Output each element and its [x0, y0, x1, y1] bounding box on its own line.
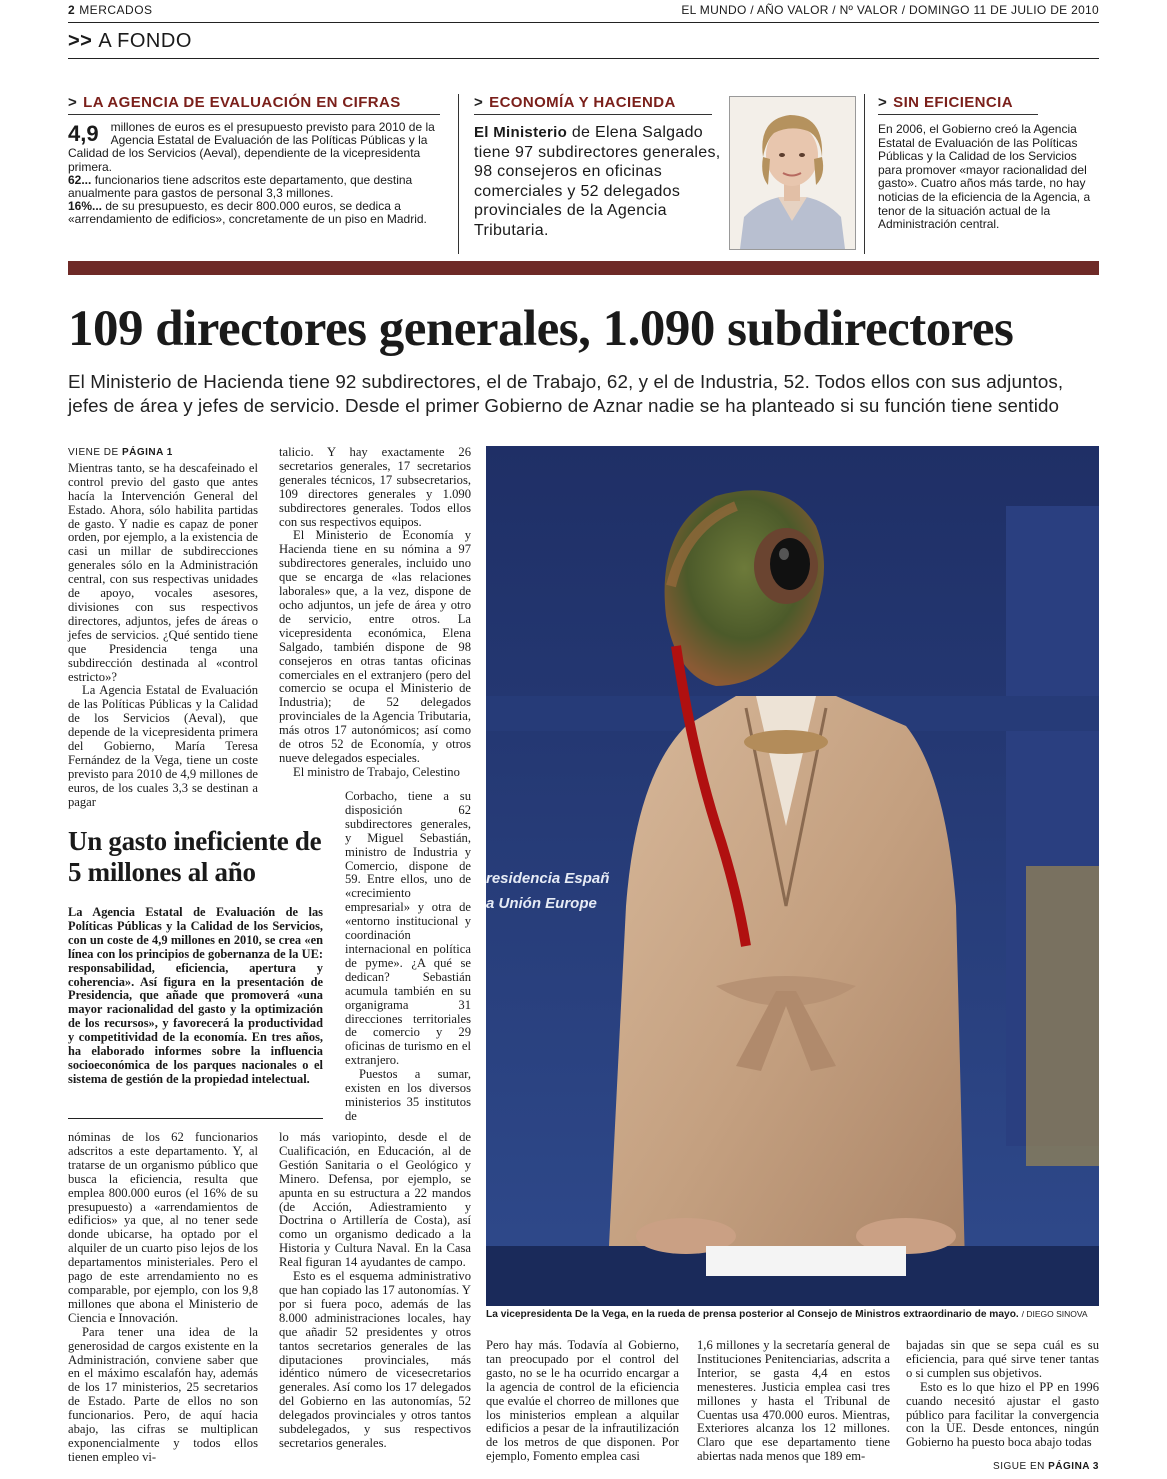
paragraph: Pero hay más. Todavía al Gobierno, tan preocupado por el control del gasto, no se le ha ocurrido encargar a la agencia de control de la eficiencia que evalúe el chorreo de millones que los ministerios emplean a alquilar edificios a pesar de la infrautilización de los metros de que disponen. Por ejemplo, Fomento emplea casi — [486, 1338, 679, 1464]
continued-on: SIGUE EN PÁGINA 3 — [993, 1461, 1099, 1472]
paragraph: Mientras tanto, se ha descafeinado el control previo del gasto que antes hacía la Intervención General del Estado. Ahora, sólo habilita partidas de gasto. Y nadie es capaz de poner orden, por ejemplo, a la existencia de casi un millar de subdirecciones generales sólo en la Administración central, con sus respectivas unidades de apoyo, vocales asesores, divisiones con sus respectivos directores, adjuntos, jefes de áreas o jefes de servicios. ¿Qué sentido tiene que Presidencia tenga una subdirección destinada al «control estricto»? — [68, 460, 258, 684]
eficiencia-text: En 2006, el Gobierno creó la Agencia Estatal de Evaluación de las Políticas Públicas y la Calidad de los Servicios para promover «mayor racionalidad del gasto». Cuatro años más tarde, no hay noticias de la eficiencia de la Agencia, a tenor de la situación actual de la Administración central. — [878, 122, 1091, 232]
box-divider — [864, 94, 865, 254]
page-header — [68, 2, 1099, 20]
salgado-portrait — [729, 96, 856, 250]
paragraph: talicio. Y hay exactamente 26 secretarios generales, 17 secretarios generales técnicos, 17 subsecretarios, 109 directores generales y 1.090 subdirectores generales. Todos ellos con sus respectivos equipos. — [279, 445, 471, 529]
section-arrows: >> — [68, 30, 93, 52]
header-rule — [68, 22, 1099, 23]
accent-bar — [68, 261, 1099, 275]
paragraph: lo más variopinto, desde el de Cualificación, en Educación, al de Gestión Sanitaria o el Geológico y Minero. Defensa, por ejemplo, se apunta en su estructura a 22 mandos (de Acción, Adiestramiento y Doctrina o Artillería de Costa), así como un organismo dedicado a la Historia y Cultura Naval. En la Casa Real figuran 14 ayudantes de campo. — [279, 1130, 471, 1270]
box-economia — [474, 94, 734, 240]
column-5 — [906, 1339, 1099, 1450]
paragraph: La Agencia Estatal de Evaluación de las Políticas Públicas y la Calidad de los Servicios (Aeval), que depende de la vicepresidenta primera del Gobierno, María Teresa Fernández de la Vega, tiene un coste previsto para 2010 de 4,9 millones de euros, de los cuales 3,3 se destinan a pagar — [68, 683, 258, 809]
box-subtitle: Un gasto ineficiente de 5 millones al año — [68, 826, 322, 887]
box-economia-title: > ECONOMÍA Y HACIENDA — [474, 94, 712, 115]
section-rule — [68, 58, 1099, 59]
paragraph: nóminas de los 62 funcionarios adscritos a este departamento. Y, al tratarse de un organismo público que busca la eficiencia, resulta que emplea 800.000 euros (el 16% de su presupuesto) a «arrendamientos de edificios» ya que, al no tener sede donde ubicarse, ha optado por el alquiler de un cuarto piso lejos de los departamentos ministeriales. Pero el pago de este arrendamiento no es comparable, por ejemplo, con los 9,8 millones que abona el Ministerio de Ciencia e Innovación. — [68, 1130, 258, 1325]
section-title: A FONDO — [98, 30, 192, 52]
page-number: 2 — [68, 3, 76, 17]
paragraph: Para tener una idea de la generosidad de cargos existente en la Administración, conviene saber que en el máximo escalafón hay, además de los 17 ministerios, 25 secretarios de Estado. Parte de ellos no son funcionarios. Pero, de aquí hacia abajo, las cifras se multiplican exponencialmente y todos ellos tienen empleo vi- — [68, 1324, 258, 1464]
cifras-item-1: 4,9 millones de euros es el presupuesto previsto para 2010 de la Agencia Estatal de Evaluación de las Políticas Públicas y la Calidad de los Servicios (Aeval), dependiente de la vicepresidenta primera. — [68, 120, 435, 174]
column-3 — [486, 1339, 679, 1464]
box-cifras — [68, 94, 440, 227]
column-4 — [697, 1339, 890, 1464]
column-2-continued — [279, 1131, 471, 1451]
subheadline: El Ministerio de Hacienda tiene 92 subdirectores, el de Trabajo, 62, y el de Industria, 52. Todos ellos con sus adjuntos, jefes de área y jefes de servicio. Desde el primer Gobierno de Aznar nadie se ha planteado si su función tiene sentido — [68, 371, 1064, 416]
column-1-continued — [68, 1131, 258, 1465]
column-2 — [279, 446, 471, 780]
banner-text-1: residencia Españ — [486, 870, 610, 887]
paragraph: Esto es lo que hizo el PP en 1996 cuando necesitó ajustar el gasto público para facilitar la convergencia con la UE. Desde entonces, ningún Gobierno ha puesto boca abajo todas — [906, 1379, 1099, 1450]
banner-text-2: a Unión Europe — [486, 895, 597, 912]
paragraph: Esto es el esquema administrativo que han copiado las 17 autonomías. Y por si fuera poco, además de las 8.000 administraciones locales, hay que añadir 52 presidentes y otros tantos secretarios generales de las diputaciones provinciales, más idéntico número de vicesecretarios generales. Así como los 17 delegados del Gobierno en las autonomías, 52 delegados provinciales y otros tantos subdelegados, y sus respectivos secretarios generales. — [279, 1269, 471, 1450]
column-2-narrow — [345, 790, 471, 1124]
headline: 109 directores generales, 1.090 subdirectores — [68, 301, 1014, 357]
section-label — [68, 30, 192, 53]
viene-de: VIENE DE PÁGINA 1 — [68, 447, 173, 458]
box-cifras-title: > LA AGENCIA DE EVALUACIÓN EN CIFRAS — [68, 94, 440, 115]
paragraph: El ministro de Trabajo, Celestino — [293, 764, 460, 779]
box-text: La Agencia Estatal de Evaluación de las Políticas Públicas y la Calidad de los Servicios, con un coste de 4,9 millones en 2010, se crea «en línea con los principios de gobernanza de la UE: responsabilidad, eficiencia, apertura y coherencia». Así figura en la presentación de Presidencia, que añade que promoverá «una mayor racionalidad del gasto y la optimización de los recursos», y favorecerá la productividad y competitividad de la economía. En tres años, ha elaborado informes sobre la influencia socioeconómica de los parques nacionales o el sistema de gestión de la propiedad intelectual. — [68, 905, 323, 1086]
box-eficiencia — [878, 94, 1098, 232]
paragraph: Puestos a sumar, existen en los diversos ministerios 35 institutos de — [345, 1067, 471, 1123]
paragraph: bajadas sin que se sepa cuál es su eficiencia, para qué sirve tener tantas o si cumplen sus objetivos. — [906, 1338, 1099, 1380]
paragraph: Corbacho, tiene a su disposición 62 subdirectores generales, y Miguel Sebastián, ministro de Industria y Comercio, dispone de 59. Entre ellos, uno de «crecimiento empresarial» y otra de «entorno institucional y coordinación internacional en política de pyme». ¿A qué se dedican? Sebastián acumula también en su organigrama 31 direcciones territoriales de comercio y 29 oficinas de turismo en el extranjero. — [345, 789, 471, 1068]
photo-caption: La vicepresidenta De la Vega, en la rueda de prensa posterior al Consejo de Ministros extraordinario de mayo. / DIEGO SINOVA — [486, 1309, 1088, 1320]
box-divider — [458, 94, 459, 254]
paragraph: 1,6 millones y la secretaría general de Instituciones Penitenciarias, adscrita a Interior, se gasta 4,4 en estos menesteres. Justicia emplea casi tres millones y hasta el Tribunal de Cuentas usa 470.000 euros. Mientras, Exteriores alcanza los 12 millones. Claro que ese departamento tiene abiertas nada menos que 189 em- — [697, 1338, 890, 1464]
cifras-item-2: 62... funcionarios tiene adscritos este departamento, que destina anualmente para gastos de personal 3,3 millones. — [68, 172, 413, 201]
column-1 — [68, 446, 258, 810]
box-eficiencia-title: > SIN EFICIENCIA — [878, 94, 1038, 115]
box-rule — [68, 1118, 323, 1119]
section-name: MERCADOS — [79, 3, 153, 17]
publication-info: EL MUNDO / AÑO VALOR / Nº VALOR / DOMINGO 11 DE JULIO DE 2010 — [681, 3, 1099, 17]
economia-text: El Ministerio de Elena Salgado tiene 97 subdirectores generales, 98 consejeros en oficinas comerciales y 52 delegados provinciales de la Agencia Tributaria. — [474, 124, 721, 239]
cifras-item-3: 16%... de su presupuesto, es decir 800.000 euros, se dedica a «arrendamiento de edificios», concretamente de un piso en Madrid. — [68, 199, 427, 227]
paragraph: El Ministerio de Economía y Hacienda tiene en su nómina a 97 subdirectores generales, incluido uno que se encarga de «las relaciones laborales» que, a la vez, dispone de ocho adjuntos, un jefe de área y otro de servicio, entre otros. La vicepresidenta económica, Elena Salgado, también dispone de 98 consejeros en otras tantas oficinas comerciales en el extranjero (pero del comercio se ocupa el Ministerio de Industria); de 52 delegados provinciales de la Agencia Tributaria, más otros 17 autonómicos; así como de otros 52 de Economía, y otros nueve delegados especiales. — [279, 528, 471, 765]
